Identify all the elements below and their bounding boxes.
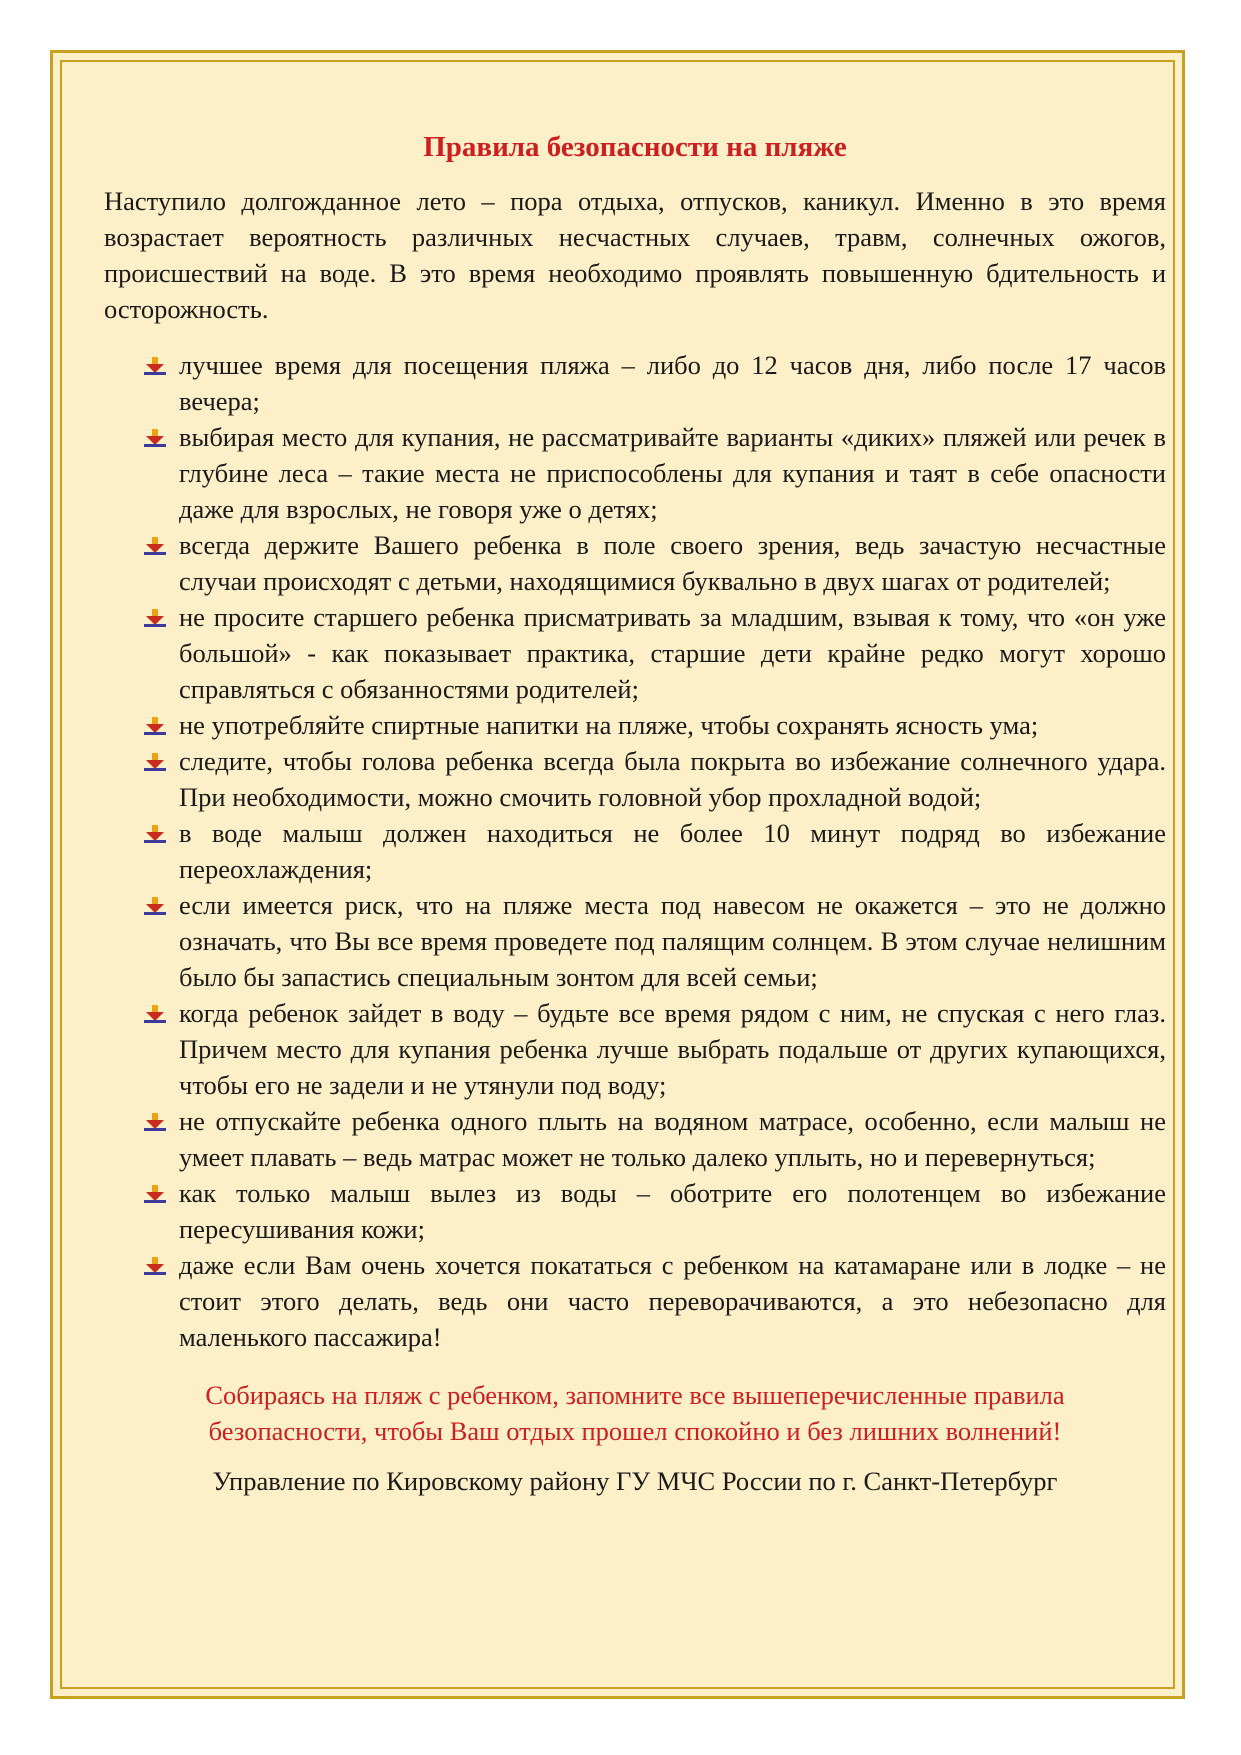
arrow-bullet-icon (143, 717, 167, 735)
rule-text: не употребляйте спиртные напитки на пляже, чтобы сохранять ясность ума; (179, 710, 1039, 740)
document-body (104, 130, 1166, 1499)
rule-text: не отпускайте ребенка одного плыть на водяном матрасе, особенно, если малыш не умеет плавать – ведь матрас может не только далеко уплыть, но и перевернуться; (179, 1106, 1166, 1172)
rule-item-9 (104, 995, 1166, 1103)
rule-item-2 (104, 419, 1166, 527)
arrow-bullet-icon (143, 537, 167, 555)
arrow-bullet-icon (143, 429, 167, 447)
rule-text: всегда держите Вашего ребенка в поле своего зрения, ведь зачастую несчастные случаи происходят с детьми, находящимися буквально в двух шагах от родителей; (179, 530, 1166, 596)
rule-item-6 (104, 743, 1166, 815)
rule-item-4 (104, 599, 1166, 707)
rule-item-10 (104, 1103, 1166, 1175)
rule-text: в воде малыш должен находиться не более 10 минут подряд во избежание переохлаждения; (179, 818, 1166, 884)
rule-text: как только малыш вылез из воды – оботрите его полотенцем во избежание пересушивания кожи; (179, 1178, 1166, 1244)
rule-item-8 (104, 887, 1166, 995)
signature: Управление по Кировскому району ГУ МЧС России по г. Санкт-Петербург (212, 1466, 1058, 1496)
rule-item-3 (104, 527, 1166, 599)
arrow-bullet-icon (143, 897, 167, 915)
intro-paragraph: Наступило долгожданное лето – пора отдыха, отпусков, каникул. Именно в это время возрастает вероятность различных несчастных случаев, травм, солнечных ожогов, происшествий на воде. В это время необходимо проявлять повышенную бдительность и осторожность. (104, 186, 1166, 324)
rule-text: когда ребенок зайдет в воду – будьте все время рядом с ним, не спуская с него глаз. Причем место для купания ребенка лучше выбрать подальше от других купающихся, чтобы его не задели и не утянули под воду; (179, 998, 1166, 1100)
rule-item-11 (104, 1175, 1166, 1247)
closing-line-2: безопасности, чтобы Ваш отдых прошел спокойно и без лишних волнений! (208, 1416, 1062, 1446)
closing-note (104, 1377, 1166, 1449)
arrow-bullet-icon (143, 753, 167, 771)
arrow-bullet-icon (143, 609, 167, 627)
arrow-bullet-icon (143, 1185, 167, 1203)
arrow-bullet-icon (143, 825, 167, 843)
document-title: Правила безопасности на пляже (423, 131, 847, 163)
rule-text: лучшее время для посещения пляжа – либо до 12 часов дня, либо после 17 часов вечера; (179, 350, 1166, 416)
rule-text: не просите старшего ребенка присматривать за младшим, взывая к тому, что «он уже большой» - как показывает практика, старшие дети крайне редко могут хорошо справляться с обязанностями родителей; (179, 602, 1166, 704)
arrow-bullet-icon (143, 1113, 167, 1131)
rule-item-5 (104, 707, 1166, 743)
rule-text: выбирая место для купания, не рассматривайте варианты «диких» пляжей или речек в глубине леса – такие места не приспособлены для купания и таят в себе опасности даже для взрослых, не говоря уже о детях; (179, 422, 1166, 524)
arrow-bullet-icon (143, 1005, 167, 1023)
rule-item-12 (104, 1247, 1166, 1355)
rule-item-7 (104, 815, 1166, 887)
rule-text: если имеется риск, что на пляже места под навесом не окажется – это не должно означать, что Вы все время проведете под палящим солнцем. В этом случае нелишним было бы запастись специальным зонтом для всей семьи; (179, 890, 1166, 992)
rule-text: следите, чтобы голова ребенка всегда была покрыта во избежание солнечного удара. При необходимости, можно смочить головной убор прохладной водой; (179, 746, 1166, 812)
rule-text: даже если Вам очень хочется покататься с ребенком на катамаране или в лодке – не стоит этого делать, ведь они часто переворачиваются, а это небезопасно для маленького пассажира! (179, 1250, 1166, 1352)
closing-line-1: Собираясь на пляж с ребенком, запомните все вышеперечисленные правила (205, 1380, 1065, 1410)
rules-list (104, 347, 1166, 1355)
arrow-bullet-icon (143, 1257, 167, 1275)
rule-item-1 (104, 347, 1166, 419)
arrow-bullet-icon (143, 357, 167, 375)
